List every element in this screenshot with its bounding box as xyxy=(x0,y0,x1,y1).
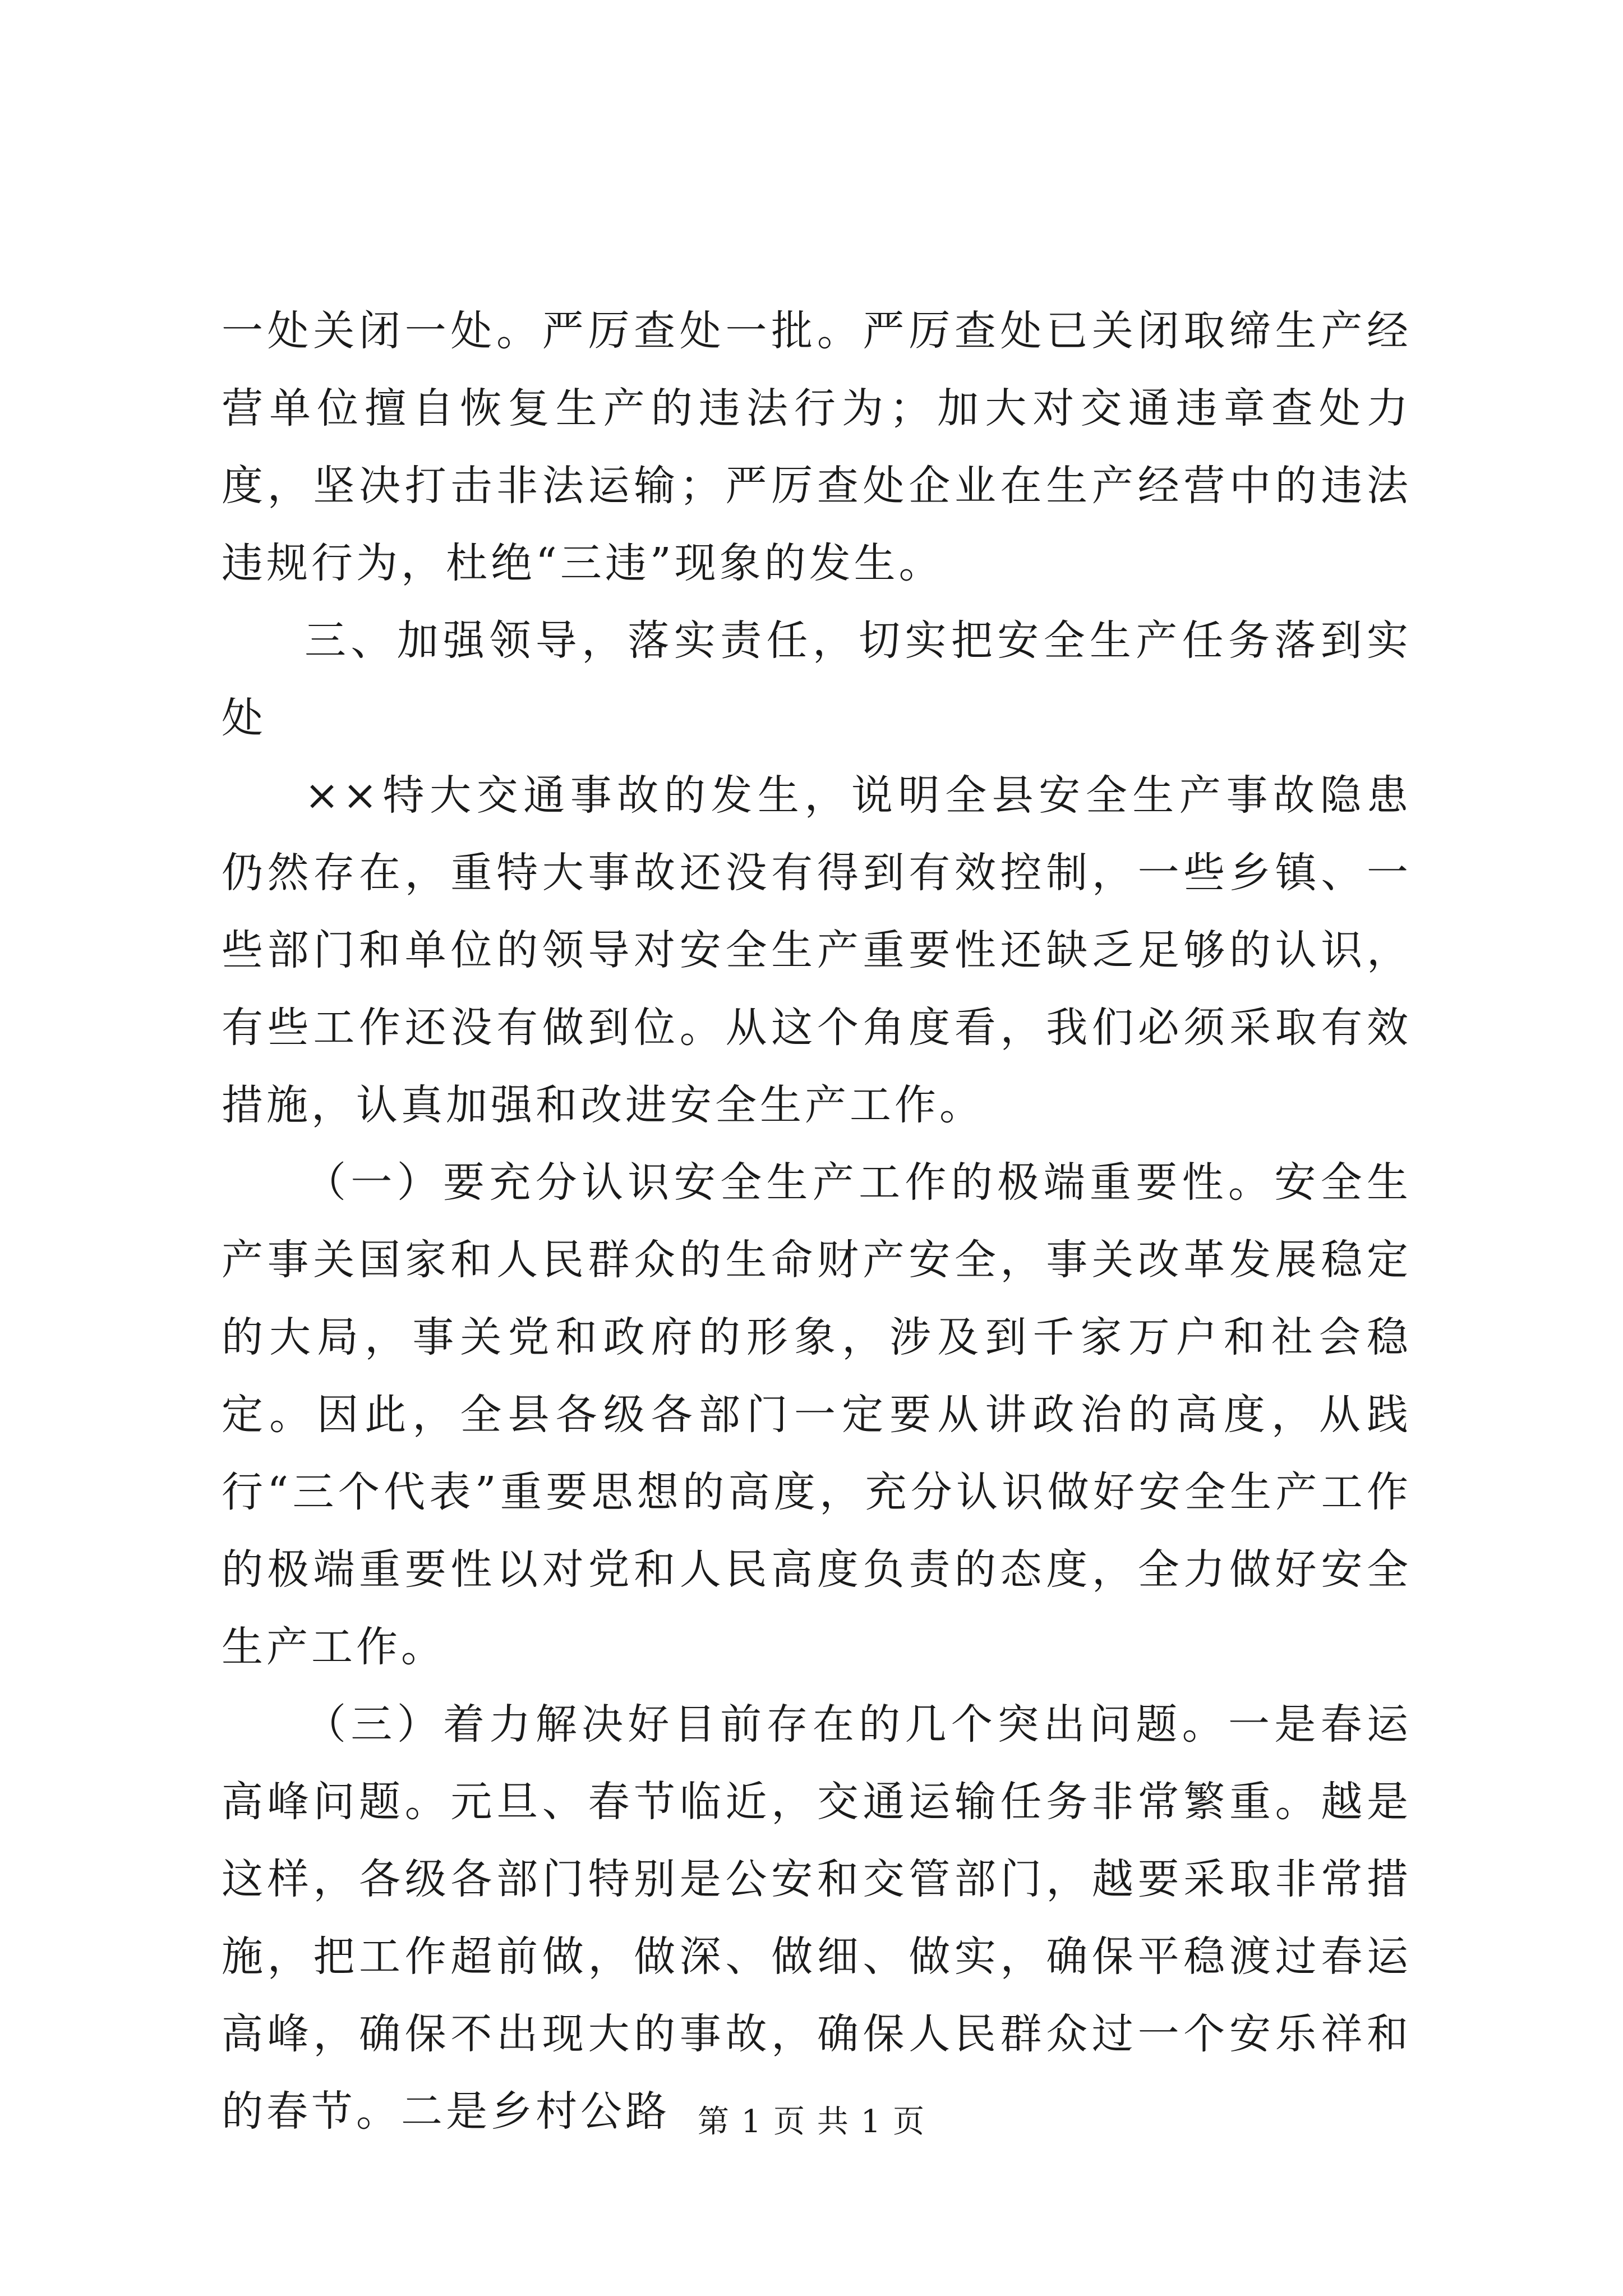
page-footer: 第 1 页 共 1 页 xyxy=(697,2104,926,2140)
paragraph-continuation: 一处关闭一处。严厉查处一批。严厉查处已关闭取缔生产经营单位擅自恢复生产的违法行为；加大对交通违章查处力度，坚决打击非法运输；严厉查处企业在生产经营中的违法违规行为，杜绝“三违”现象的发生。 xyxy=(222,307,1412,587)
paragraph: （三）着力解决好目前存在的几个突出问题。一是春运高峰问题。元旦、春节临近，交通运输任务非常繁重。越是这样，各级各部门特别是公安和交管部门，越要采取非常措施，把工作超前做，做深、做细、做实，确保平稳渡过春运高峰，确保不出现大的事故，确保人民群众过一个安乐祥和的春节。二是乡村公路 xyxy=(222,1700,1412,2136)
document-body xyxy=(222,292,1412,2150)
paragraph: ××特大交通事故的发生，说明全县安全生产事故隐患仍然存在，重特大事故还没有得到有效控制，一些乡镇、一些部门和单位的领导对安全生产重要性还缺乏足够的认识，有些工作还没有做到位。从这个角度看，我们必须采取有效措施，认真加强和改进安全生产工作。 xyxy=(222,771,1412,1129)
paragraph: （一）要充分认识安全生产工作的极端重要性。安全生产事关国家和人民群众的生命财产安全，事关改革发展稳定的大局，事关党和政府的形象，涉及到千家万户和社会稳定。因此，全县各级各部门一定要从讲政治的高度，从践行“三个代表”重要思想的高度，充分认识做好安全生产工作的极端重要性以对党和人民高度负责的态度，全力做好安全生产工作。 xyxy=(222,1158,1412,1671)
section-heading: 三、加强领导，落实责任，切实把安全生产任务落到实处 xyxy=(222,616,1412,742)
